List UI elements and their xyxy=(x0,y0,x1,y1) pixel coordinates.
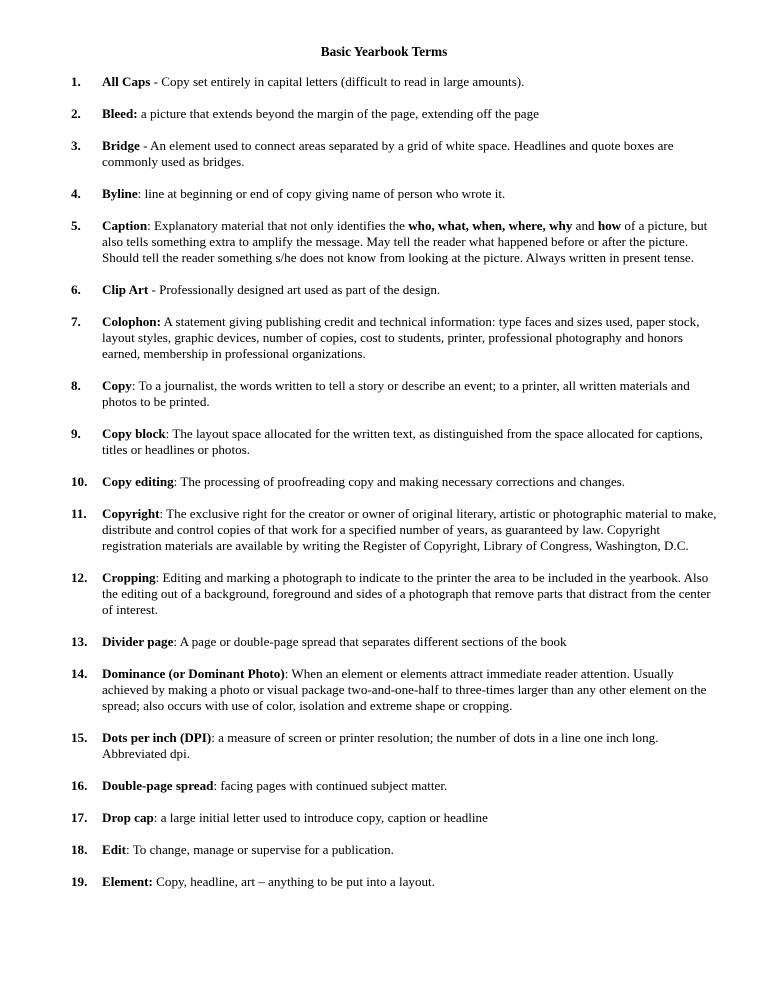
term-name: Clip Art xyxy=(102,282,149,297)
term-definition: - Professionally designed art used as part of the design. xyxy=(148,282,441,297)
term-emphasis: how xyxy=(597,218,622,233)
term-name: Bridge xyxy=(102,138,140,153)
term-name: Element: xyxy=(102,874,153,889)
term-item xyxy=(71,106,721,122)
term-definition: : facing pages with continued subject matter. xyxy=(213,778,448,793)
term-name: Divider page xyxy=(102,634,174,649)
term-number: 12. xyxy=(71,570,88,585)
term-item xyxy=(71,74,721,90)
term-name: Byline xyxy=(102,186,138,201)
term-number: 1. xyxy=(71,74,81,89)
term-name: Double-page spread xyxy=(102,778,214,793)
terms-list xyxy=(71,74,721,906)
term-number: 2. xyxy=(71,106,81,121)
term-item xyxy=(71,570,721,618)
term-number: 18. xyxy=(71,842,88,857)
term-name: Copy editing xyxy=(102,474,174,489)
term-definition: : a measure of screen or printer resolution; the number of dots in a line one inch long. Abbreviated dpi. xyxy=(102,730,659,761)
term-definition: A statement giving publishing credit and technical information: type faces and sizes used, paper stock, layout styles, graphic devices, number of copies, cost to students, printer, professional photography and honors earned, membership in professional organizations. xyxy=(102,314,700,361)
term-item xyxy=(71,778,721,794)
term-item xyxy=(71,842,721,858)
term-number: 8. xyxy=(71,378,81,393)
term-definition: : When an element or elements attract immediate reader attention. Usually achieved by making a photo or visual package two-and-one-half to three-times larger than any other element on the spread; also occurs with use of color, isolation and extreme shape or cropping. xyxy=(102,666,707,713)
page-title: Basic Yearbook Terms xyxy=(320,44,448,59)
term-definition: - An element used to connect areas separated by a grid of white space. Headlines and quote boxes are commonly used as bridges. xyxy=(102,138,674,169)
term-item xyxy=(71,506,721,554)
term-number: 10. xyxy=(71,474,88,489)
term-number: 17. xyxy=(71,810,88,825)
term-number: 15. xyxy=(71,730,88,745)
term-definition: and xyxy=(572,218,598,233)
term-number: 16. xyxy=(71,778,88,793)
term-item xyxy=(71,426,721,458)
term-item xyxy=(71,634,721,650)
term-item xyxy=(71,474,721,490)
term-number: 4. xyxy=(71,186,81,201)
term-name: Copy block xyxy=(102,426,166,441)
term-number: 13. xyxy=(71,634,88,649)
term-definition: : To a journalist, the words written to tell a story or describe an event; to a printer, all written materials and photos to be printed. xyxy=(102,378,690,409)
term-definition: - Copy set entirely in capital letters (difficult to read in large amounts). xyxy=(150,74,525,89)
term-definition: : The processing of proofreading copy and making necessary corrections and changes. xyxy=(173,474,626,489)
term-name: Copyright xyxy=(102,506,160,521)
term-item xyxy=(71,282,721,298)
term-name: Drop cap xyxy=(102,810,154,825)
term-number: 14. xyxy=(71,666,88,681)
term-definition: : To change, manage or supervise for a publication. xyxy=(126,842,394,857)
term-definition: of a picture, but also tells something extra to amplify the message. May tell the reader what happened before or after the picture. Should tell the reader something s/he does not know from looking at the picture. Always written in present tense. xyxy=(102,218,708,265)
term-number: 3. xyxy=(71,138,81,153)
term-definition: : Explanatory material that not only identifies the xyxy=(147,218,409,233)
term-item xyxy=(71,218,721,266)
term-name: Edit xyxy=(102,842,127,857)
term-name: Bleed: xyxy=(102,106,138,121)
term-definition: : The layout space allocated for the written text, as distinguished from the space allocated for captions, titles or headlines or photos. xyxy=(102,426,703,457)
term-name: All Caps xyxy=(102,74,151,89)
term-name: Cropping xyxy=(102,570,156,585)
term-definition: : a large initial letter used to introduce copy, caption or headline xyxy=(153,810,488,825)
term-number: 6. xyxy=(71,282,81,297)
term-definition: a picture that extends beyond the margin of the page, extending off the page xyxy=(137,106,539,121)
term-definition: : The exclusive right for the creator or owner of original literary, artistic or photographic material to make, distribute and control copies of that work for a specified number of years, as guaranteed by law. Copyright registration materials are available by writing the Register of Copyright, Library of Congress, Washington, D.C. xyxy=(102,506,717,553)
term-name: Caption xyxy=(102,218,148,233)
term-number: 9. xyxy=(71,426,81,441)
term-definition: : A page or double-page spread that separates different sections of the book xyxy=(173,634,567,649)
term-item xyxy=(71,810,721,826)
term-item xyxy=(71,666,721,714)
term-name: Colophon: xyxy=(102,314,161,329)
term-item xyxy=(71,874,721,890)
term-item xyxy=(71,378,721,410)
term-item xyxy=(71,138,721,170)
term-emphasis: who, what, when, where, why xyxy=(408,218,573,233)
term-definition: Copy, headline, art – anything to be put into a layout. xyxy=(152,874,435,889)
term-name: Dots per inch (DPI) xyxy=(102,730,212,745)
term-item xyxy=(71,314,721,362)
term-number: 5. xyxy=(71,218,81,233)
term-definition: : Editing and marking a photograph to indicate to the printer the area to be included in the yearbook. Also the editing out of a background, foreground and sides of a photograph that remove parts that distract from the center of interest. xyxy=(102,570,711,617)
term-name: Dominance (or Dominant Photo) xyxy=(102,666,285,681)
term-name: Copy xyxy=(102,378,132,393)
term-number: 19. xyxy=(71,874,88,889)
term-item xyxy=(71,186,721,202)
term-number: 7. xyxy=(71,314,81,329)
term-definition: : line at beginning or end of copy giving name of person who wrote it. xyxy=(137,186,506,201)
term-item xyxy=(71,730,721,762)
term-number: 11. xyxy=(71,506,87,521)
